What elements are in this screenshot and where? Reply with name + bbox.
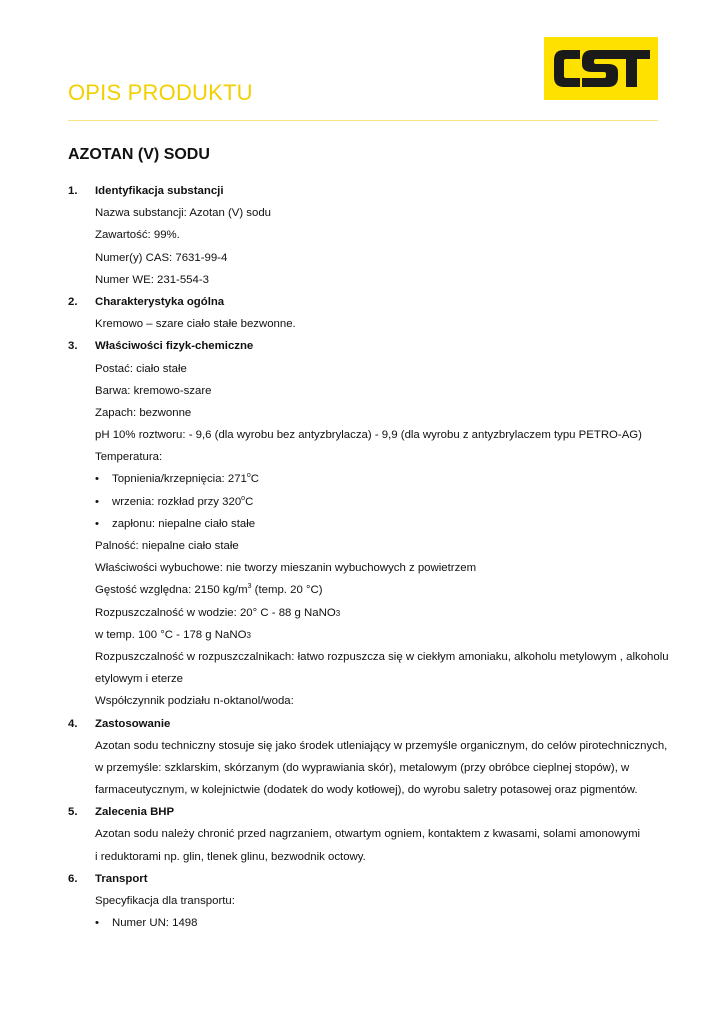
property-explosive: Właściwości wybuchowe: nie tworzy mieszanin wybuchowych z powietrzem xyxy=(95,562,477,575)
header-title: OPIS PRODUKTU xyxy=(68,80,253,105)
section-number: 6. xyxy=(68,872,78,885)
header-divider xyxy=(68,120,658,121)
usage-line-1: Azotan sodu techniczny stosuje się jako środek utleniający w przemyśle organicznym, do celów pirotechnicznych, xyxy=(95,739,668,752)
property-solubility-water: Rozpuszczalność w wodzie: 20° C - 88 g NaNO3 xyxy=(95,606,341,619)
melting-point: Topnienia/krzepnięcia: 271$^o$C xyxy=(112,472,260,486)
section-number: 2. xyxy=(68,295,78,308)
property-color: Barwa: kremowo-szare xyxy=(95,384,212,397)
bullet-icon: • xyxy=(95,495,99,508)
cas-number: Numer(y) CAS: 7631-99-4 xyxy=(95,251,228,264)
section-1-heading xyxy=(68,180,668,202)
content-percent: Zawartość: 99%. xyxy=(95,229,180,242)
property-solubility-solvents-cont: etylowym i eterze xyxy=(95,673,183,686)
section-number: 5. xyxy=(68,806,78,819)
substance-name: Nazwa substancji: Azotan (V) sodu xyxy=(95,207,272,220)
cst-logo-icon xyxy=(544,37,658,100)
bullet-icon: • xyxy=(95,517,99,530)
property-solubility-100c: w temp. 100 °C - 178 g NaNO3 xyxy=(95,628,251,641)
company-logo xyxy=(544,37,658,100)
section-2-heading xyxy=(68,291,668,313)
property-form: Postać: ciało stałe xyxy=(95,362,187,375)
bullet-icon: • xyxy=(95,473,99,486)
property-odor: Zapach: bezwonne xyxy=(95,406,192,419)
property-ph: pH 10% roztworu: - 9,6 (dla wyrobu bez antyzbrylacza) - 9,9 (dla wyrobu z antyzbrylaczem typu PETRO-AG) xyxy=(95,429,642,442)
list-item-boiling xyxy=(68,491,668,513)
bullet-icon: • xyxy=(95,917,99,930)
section-3-heading xyxy=(68,335,668,357)
section-heading: Transport xyxy=(95,872,148,885)
section-number: 4. xyxy=(68,717,78,730)
section-5-heading xyxy=(68,801,668,823)
document-body xyxy=(68,180,668,934)
section-heading: Właściwości fizyk-chemiczne xyxy=(95,340,254,353)
property-partition-coefficient: Współczynnik podziału n-oktanol/woda: xyxy=(95,695,294,708)
section-heading: Identyfikacja substancji xyxy=(95,185,224,197)
un-number: Numer UN: 1498 xyxy=(112,917,198,930)
list-item-melting xyxy=(68,468,668,490)
usage-line-2: w przemyśle: szklarskim, skórzanym (do wyprawiania skór), metalowym (przy obróbce cieplnej stopów), w xyxy=(95,761,630,774)
property-solubility-solvents: Rozpuszczalność w rozpuszczalnikach: łatwo rozpuszcza się w ciekłym amoniaku, alkoholu metylowym , alkoholu xyxy=(95,650,669,663)
section-number: 1. xyxy=(68,185,78,197)
general-description: Kremowo – szare ciało stałe bezwonne. xyxy=(95,318,296,331)
safety-line-2: i reduktorami np. glin, tlenek glinu, bezwodnik octowy. xyxy=(95,850,366,863)
usage-line-3: farmaceutycznym, w kolejnictwie (dodatek do wody kotłowej), do wyrobu saletry potasowej oraz pigmentów. xyxy=(95,784,638,797)
list-item-un-number xyxy=(68,912,668,934)
section-4-heading xyxy=(68,713,668,735)
we-number: Numer WE: 231-554-3 xyxy=(95,273,209,286)
boiling-point: wrzenia: rozkład przy 320$^o$C xyxy=(112,494,254,508)
safety-line-1: Azotan sodu należy chronić przed nagrzaniem, otwartym ogniem, kontaktem z kwasami, solami amonowymi xyxy=(95,828,641,841)
document-title: AZOTAN (V) SODU xyxy=(68,146,210,163)
list-item-flash xyxy=(68,513,668,535)
property-density: Gęstość względna: 2150 $kg/m^3$ (temp. 20 °C) xyxy=(95,583,323,597)
property-flammability: Palność: niepalne ciało stałe xyxy=(95,540,239,552)
section-6-heading xyxy=(68,868,668,890)
flash-point: zapłonu: niepalne ciało stałe xyxy=(112,517,256,530)
transport-spec: Specyfikacja dla transportu: xyxy=(95,895,235,907)
section-heading: Zastosowanie xyxy=(95,717,171,730)
property-temperature-label: Temperatura: xyxy=(95,451,163,464)
section-heading: Charakterystyka ogólna xyxy=(95,295,225,308)
section-number: 3. xyxy=(68,340,78,353)
section-heading: Zalecenia BHP xyxy=(95,806,175,819)
